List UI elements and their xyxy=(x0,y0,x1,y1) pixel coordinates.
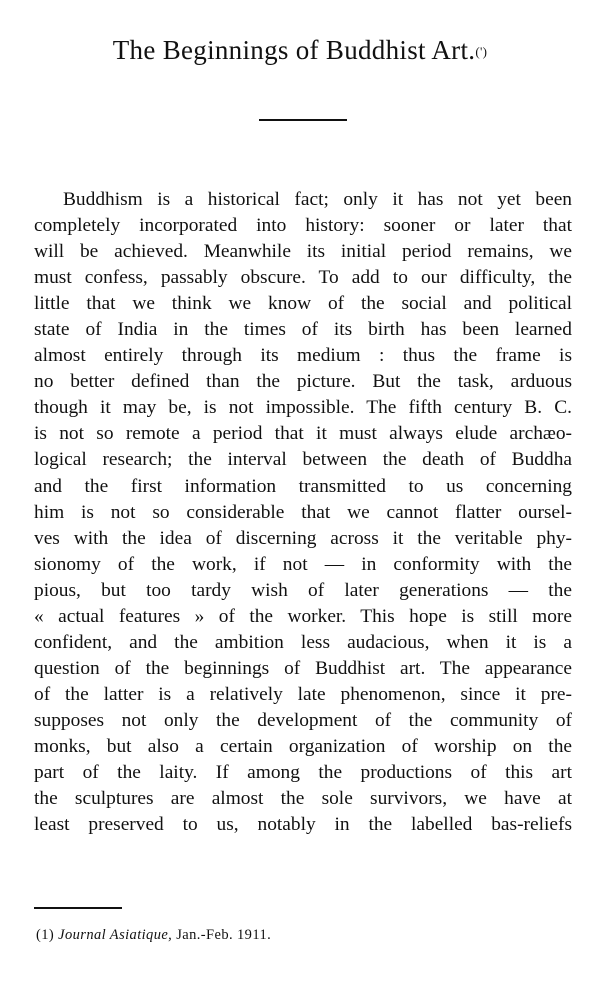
footnote-journal: Journal Asiatique, xyxy=(58,927,173,943)
footnote-divider xyxy=(34,907,122,909)
text-line: must confess, passably obscure. To add to our difficulty, the xyxy=(34,267,572,289)
text-line: no better defined than the picture. But the task, arduous xyxy=(34,371,572,393)
text-line: sionomy of the work, if not — in conformity with the xyxy=(34,553,572,575)
text-line: is not so remote a period that it must always elude archæo- xyxy=(34,423,572,445)
text-line: little that we think we know of the social and political xyxy=(34,293,572,315)
text-line: ves with the idea of discerning across it the veritable phy- xyxy=(34,527,572,549)
footnote-marker: (1) xyxy=(36,927,55,943)
body-paragraph xyxy=(34,187,572,838)
text-line: though it may be, is not impossible. The fifth century B. C. xyxy=(34,397,572,419)
text-line: state of India in the times of its birth has been learned xyxy=(34,319,572,341)
text-line: and the first information transmitted to us concerning xyxy=(34,475,572,497)
text-line: the sculptures are almost the sole survivors, we have at xyxy=(34,788,572,810)
text-line: supposes not only the development of the community of xyxy=(34,709,572,731)
footnote-reference: (') xyxy=(475,44,488,59)
text-line: question of the beginnings of Buddhist art. The appearance xyxy=(34,657,572,679)
text-line: logical research; the interval between the death of Buddha xyxy=(34,449,572,471)
page-title xyxy=(0,30,600,70)
text-line: will be achieved. Meanwhile its initial period remains, we xyxy=(34,241,572,263)
text-line: « actual features » of the worker. This hope is still more xyxy=(34,605,572,627)
title-text: The Beginnings of Buddhist Art. xyxy=(112,35,476,65)
text-line: him is not so considerable that we cannot flatter oursel- xyxy=(34,501,572,523)
text-line: least preserved to us, notably in the labelled bas-reliefs xyxy=(34,814,572,836)
text-line: monks, but also a certain organization of worship on the xyxy=(34,735,572,757)
text-line: of the latter is a relatively late phenomenon, since it pre- xyxy=(34,683,572,705)
text-line: completely incorporated into history: sooner or later that xyxy=(34,215,572,237)
text-line: almost entirely through its medium : thus the frame is xyxy=(34,345,572,367)
text-line: Buddhism is a historical fact; only it has not yet been xyxy=(63,189,572,210)
text-line: part of the laity. If among the productions of this art xyxy=(34,762,572,784)
footnote-date: Jan.-Feb. 1911. xyxy=(176,927,272,943)
title-divider xyxy=(259,119,347,121)
footnote xyxy=(36,925,271,945)
text-line: pious, but too tardy wish of later generations — the xyxy=(34,579,572,601)
text-line: confident, and the ambition less audacious, when it is a xyxy=(34,631,572,653)
